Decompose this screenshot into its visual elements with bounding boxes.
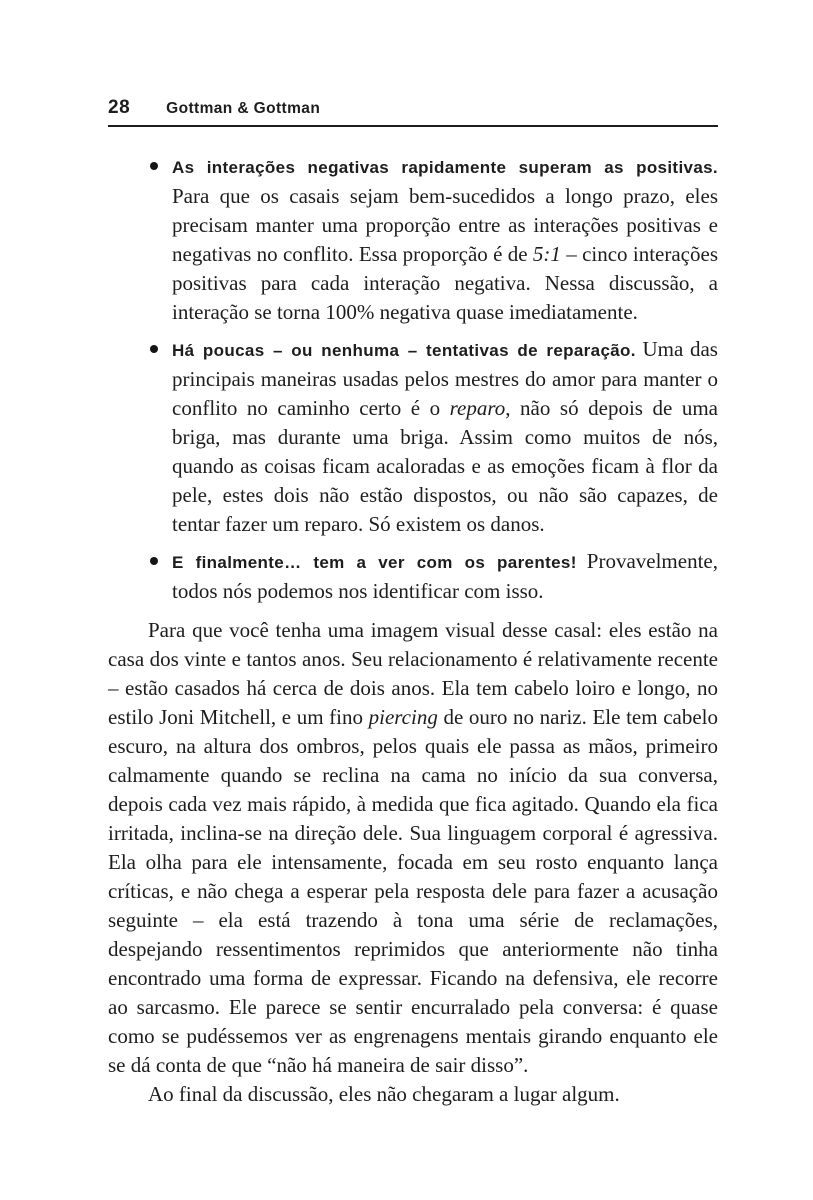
text-segment: Uma das principais maneiras usadas pelos mestres do amor para manter o conflito no caminho certo é o bbox=[172, 337, 718, 420]
bullet-lead-text: As interações negativas rapidamente superam as positivas. bbox=[172, 158, 718, 177]
page-number: 28 bbox=[108, 97, 131, 118]
bullet-list bbox=[108, 152, 718, 606]
paragraph bbox=[108, 1080, 718, 1109]
page-content bbox=[108, 152, 718, 1109]
text-segment: de ouro no nariz. Ele tem cabelo escuro, na altura dos ombros, pelos quais ele passa as mãos, primeiro calmamente quando se reclina na cama no início da sua conversa, depois cada vez mais rápido, à medida que fica agitado. Quando ela fica irritada, inclina-se na direção dele. Sua linguagem corporal é agressiva. Ela olha para ele intensamente, focada em seu rosto enquanto lança críticas, e não chega a esperar pela resposta dele para fazer a acusação seguinte – ela está trazendo à tona uma série de reclamações, despejando ressentimentos reprimidos que anteriormente não tinha encontrado uma forma de expressar. Ficando na defensiva, ele recorre ao sarcasmo. Ele parece se sentir encurralado pela conversa: é quase como se pudéssemos ver as engrenagens mentais girando enquanto ele se dá conta de que “não há maneira de sair disso”. bbox=[108, 705, 718, 1077]
bullet-item bbox=[172, 335, 718, 539]
text-segment: , não só depois de uma briga, mas durante uma briga. Assim como muitos de nós, quando as coisas ficam acaloradas e as emoções ficam à flor da pele, estes dois não estão dispostos, ou não são capazes, de tentar fazer um reparo. Só existem os danos. bbox=[172, 396, 719, 536]
bullet-lead-text: E finalmente… tem a ver com os parentes! bbox=[172, 553, 577, 572]
page-header bbox=[108, 97, 718, 127]
text-segment: Provavelmente, todos nós podemos nos identificar com isso. bbox=[172, 549, 718, 603]
text-segment: Para que os casais sejam bem-sucedidos a longo prazo, eles precisam manter uma proporção entre as interações positivas e negativas no conflito. Essa proporção é de bbox=[172, 184, 718, 266]
italic-text: reparo bbox=[449, 396, 506, 420]
bullet-marker-icon bbox=[150, 345, 158, 353]
text-segment: – cinco interações positivas para cada interação negativa. Nessa discussão, a interação se torna 100% negativa quase imediatamente. bbox=[172, 242, 718, 324]
body-paragraphs bbox=[108, 616, 718, 1109]
bullet-marker-icon bbox=[150, 557, 158, 565]
bullet-item bbox=[172, 547, 718, 606]
bullet-lead-text: Há poucas – ou nenhuma – tentativas de reparação. bbox=[172, 341, 636, 360]
paragraph bbox=[108, 616, 718, 1080]
bullet-item bbox=[172, 152, 718, 327]
running-head: Gottman & Gottman bbox=[166, 100, 321, 117]
italic-text: 5:1 bbox=[532, 242, 561, 266]
bullet-marker-icon bbox=[150, 162, 158, 170]
text-segment: Para que você tenha uma imagem visual desse casal: eles estão na casa dos vinte e tantos anos. Seu relacionamento é relativamente recente – estão casados há cerca de dois anos. Ela tem cabelo loiro e longo, no estilo Joni Mitchell, e um fino bbox=[108, 618, 718, 729]
italic-text: piercing bbox=[368, 705, 438, 729]
text-segment: Ao final da discussão, eles não chegaram a lugar algum. bbox=[148, 1082, 620, 1106]
